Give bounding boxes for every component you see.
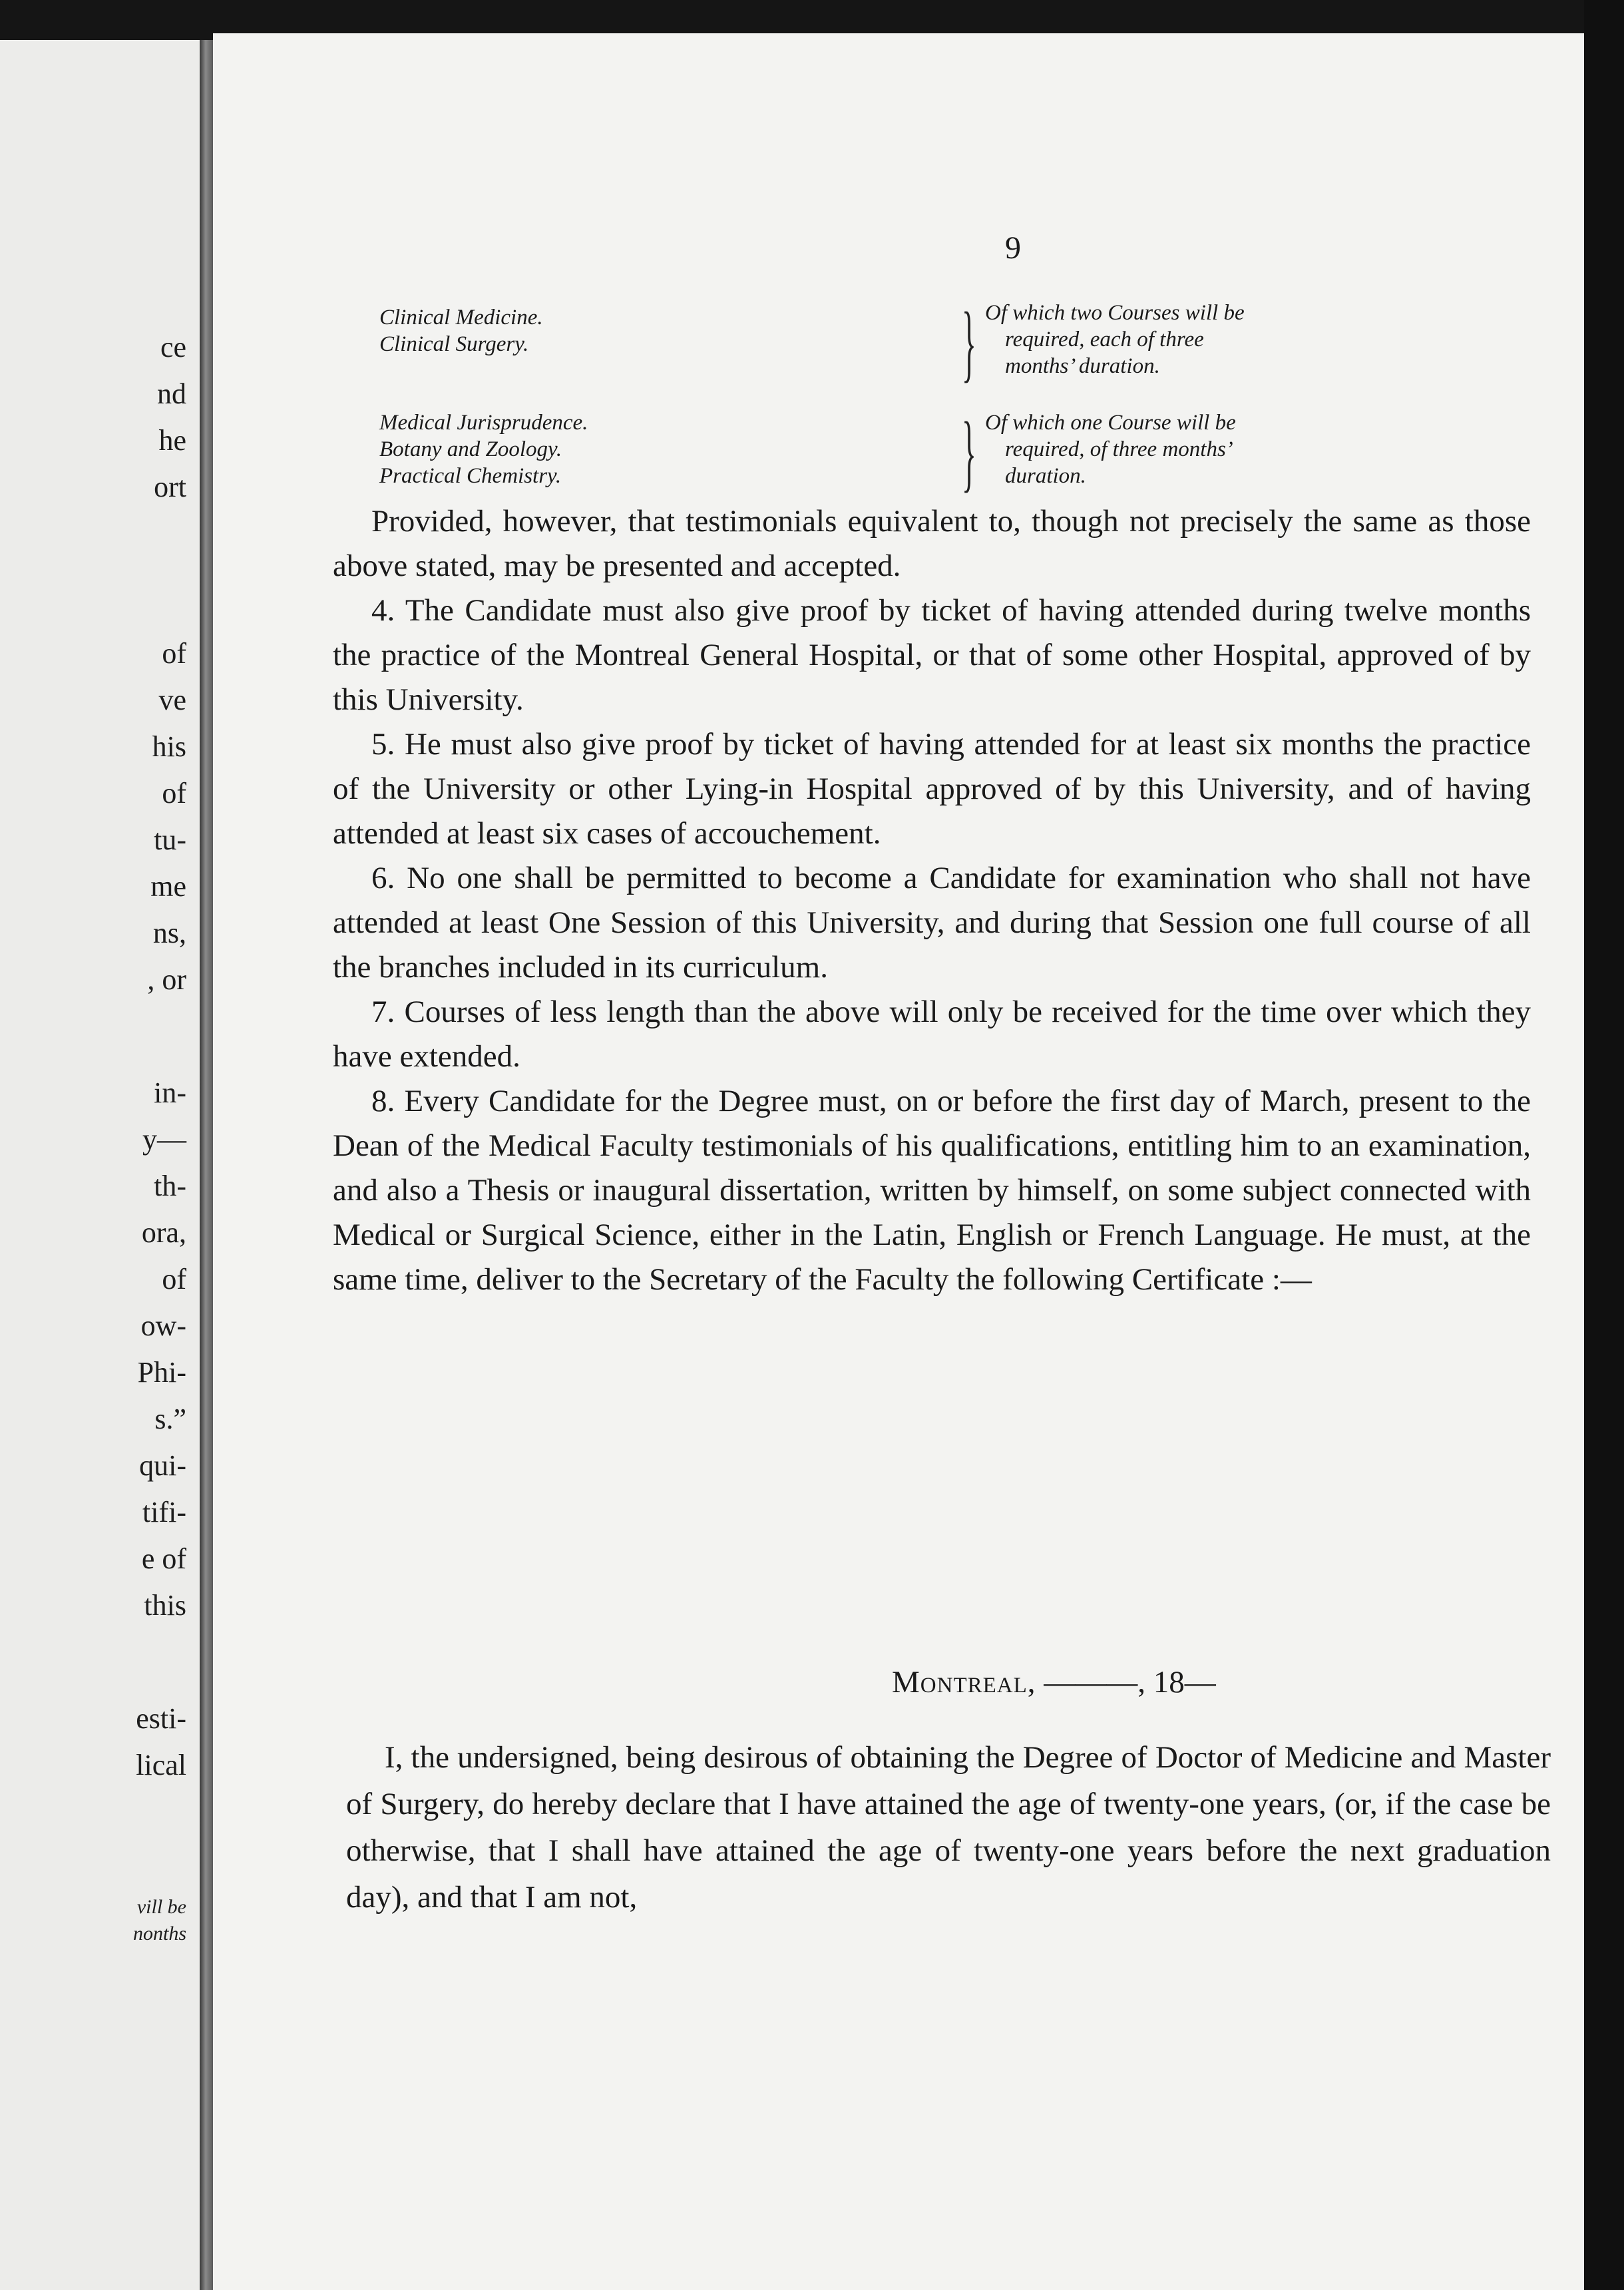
left-fragment: ow- xyxy=(140,1309,186,1342)
paragraph: 8. Every Candidate for the Degree must, on or before the first day of March, present to the Dean of the Medical Faculty testimonials of his qualifications, entitling him to an examination, and also a Thesis or inaugural dissertation, written by himself, on some subject connected with Medical or Surgical Science, either in the Latin, English or French Language. He must, at the same time, deliver to the Secretary of the Faculty the following Certificate :— xyxy=(333,1084,1531,1297)
left-fragment: of xyxy=(162,777,186,809)
left-fragment: in- xyxy=(154,1076,186,1109)
left-fragment: e of xyxy=(141,1542,186,1575)
left-fragment: tifi- xyxy=(142,1496,186,1528)
course-note xyxy=(985,409,1236,489)
paragraph: Provided, however, that testimonials equivalent to, though not precisely the same as those above stated, may be presented and accepted. xyxy=(333,504,1531,583)
subject-line: Clinical Surgery. xyxy=(379,332,529,356)
left-fragment: me xyxy=(150,870,186,903)
paragraph: 6. No one shall be permitted to become a Candidate for examination who shall not have attended at least One Session of this University, and during that Session one full course of all the branches included in its curriculum. xyxy=(333,861,1531,985)
page-number: 9 xyxy=(1005,230,1021,266)
brace-icon: } xyxy=(962,405,976,501)
brace-icon: } xyxy=(962,295,976,391)
note-line: Of which one Course will be xyxy=(985,411,1236,435)
certificate-declaration xyxy=(346,1734,1551,1921)
left-fragment: esti- xyxy=(136,1702,186,1735)
left-fragment: , or xyxy=(147,963,186,996)
dateline-place: Montreal, xyxy=(892,1665,1036,1700)
subject-line: Botany and Zoology. xyxy=(379,437,562,461)
note-line: months’ duration. xyxy=(1005,354,1160,378)
note-line: Of which two Courses will be xyxy=(985,301,1245,325)
note-line: duration. xyxy=(1005,464,1086,488)
left-fragment-italic: nonths xyxy=(132,1923,186,1945)
left-fragment-italic: vill be xyxy=(136,1896,186,1918)
left-facing-page xyxy=(0,40,200,2290)
left-fragment: ort xyxy=(154,471,186,503)
main-page xyxy=(213,33,1584,2290)
left-fragment: ve xyxy=(158,684,186,716)
left-fragment: ce xyxy=(160,331,186,363)
note-line: required, of three months’ xyxy=(1005,437,1233,461)
left-fragment: of xyxy=(162,637,186,670)
book-gutter xyxy=(200,40,213,2290)
left-fragment: ora, xyxy=(141,1216,186,1249)
certificate-dateline xyxy=(892,1664,1216,1700)
subject-line: Medical Jurisprudence. xyxy=(379,411,588,435)
left-fragment: this xyxy=(144,1589,186,1622)
left-fragment: y— xyxy=(142,1123,186,1156)
left-fragment: qui- xyxy=(139,1449,186,1482)
declaration-text: I, the undersigned, being desirous of obtaining the Degree of Doctor of Medicine and Master of Surgery, do hereby declare that I have attained the age of twenty-one years, (or, if the case be otherwise, that I shall have attained the age of twenty-one years before the next graduation day), and that I am not, xyxy=(346,1740,1551,1915)
dateline-rest: ———, 18— xyxy=(1036,1665,1216,1700)
left-fragment: ns, xyxy=(152,917,186,949)
paragraph: 5. He must also give proof by ticket of having attended for at least six months the practice of the University or other Lying-in Hospital approved of by this University, and of having attended at least six cases of accouchement. xyxy=(333,727,1531,851)
left-fragment: lical xyxy=(136,1749,186,1781)
dark-background-edge xyxy=(1584,0,1624,2290)
left-fragment: Phi- xyxy=(137,1356,186,1389)
subject-line: Practical Chemistry. xyxy=(379,464,562,488)
course-note xyxy=(985,300,1245,379)
left-fragment: nd xyxy=(157,377,186,410)
note-line: required, each of three xyxy=(1005,328,1204,351)
left-fragment: th- xyxy=(154,1170,186,1202)
paragraph: 4. The Candidate must also give proof by ticket of having attended during twelve months the practice of the Montreal General Hospital, or that of some other Hospital, approved of by this University. xyxy=(333,593,1531,717)
body-text xyxy=(333,499,1531,1302)
course-subjects xyxy=(379,304,543,357)
left-fragment: of xyxy=(162,1263,186,1295)
left-fragment: s.” xyxy=(154,1403,186,1435)
left-fragment: he xyxy=(158,424,186,457)
left-fragment: tu- xyxy=(154,823,186,856)
course-subjects xyxy=(379,409,588,489)
paragraph: 7. Courses of less length than the above will only be received for the time over which they have extended. xyxy=(333,995,1531,1074)
subject-line: Clinical Medicine. xyxy=(379,306,543,330)
left-fragment: his xyxy=(152,730,186,763)
